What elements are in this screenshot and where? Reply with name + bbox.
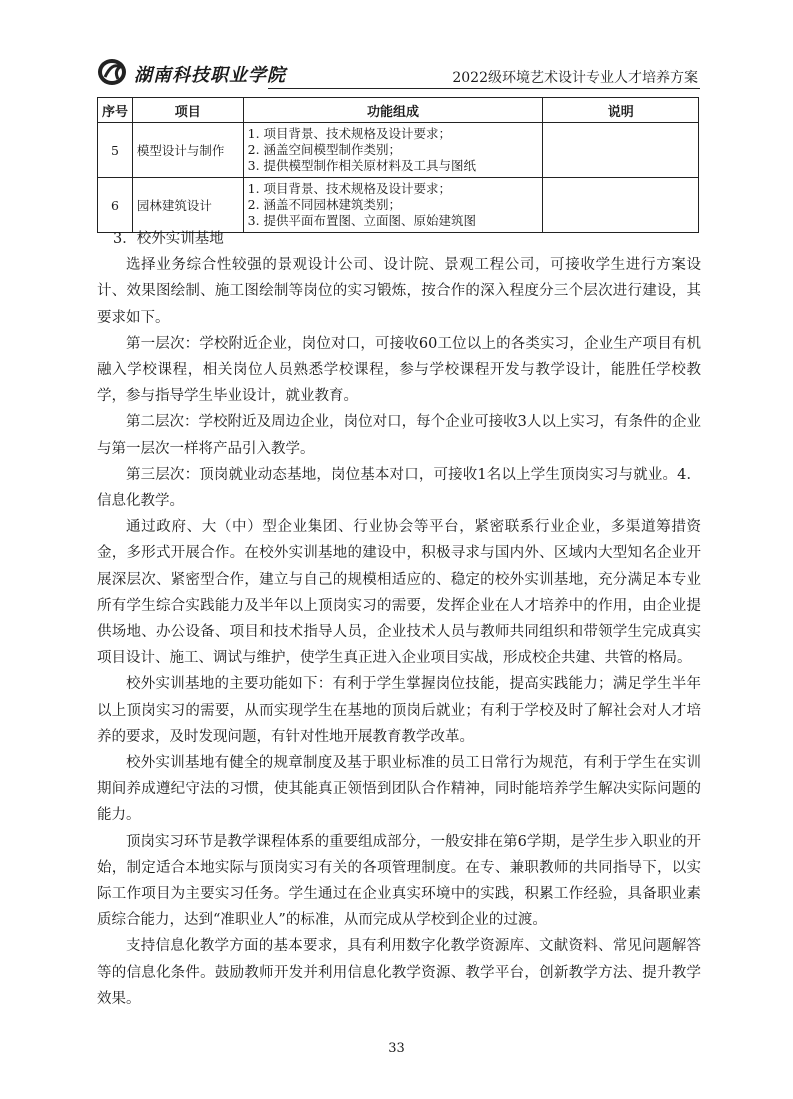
col-header-item: 项目 <box>132 98 243 123</box>
paragraph: 校外实训基地的主要功能如下：有利于学生掌握岗位技能，提高实践能力；满足学生半年以上顶岗实习的需要，从而实现学生在基地的顶岗后就业；有利于学校及时了解社会对人才培养的要求，及时发现问题，有针对性地开展教育教学改革。 <box>97 676 701 745</box>
function-line: 2. 涵盖不同园林建筑类别； <box>247 197 402 212</box>
school-emblem-icon <box>96 57 130 87</box>
col-header-functions: 功能组成 <box>243 98 543 123</box>
table-row <box>98 123 699 178</box>
table-header-row <box>98 98 699 123</box>
cell-functions <box>243 178 543 233</box>
page-header <box>96 55 700 91</box>
cell-item: 园林建筑设计 <box>132 178 243 233</box>
paragraph: 支持信息化教学方面的基本要求，具有利用数字化教学资源库、文献资料、常见问题解答等的信息化条件。鼓励教师开发并利用信息化教学资源、教学平台，创新教学方法、提升教学效果。 <box>97 938 701 1007</box>
col-header-note: 说明 <box>543 98 699 123</box>
cell-no: 5 <box>98 123 133 178</box>
cell-no: 6 <box>98 178 133 233</box>
paragraph: 通过政府、大（中）型企业集团、行业协会等平台，紧密联系行业企业，多渠道筹措资金，多形式开展合作。在校外实训基地的建设中，积极寻求与国内外、区域内大型知名企业开展深层次、紧密型合作，建立与自己的规模相适应的、稳定的校外实训基地，充分满足本专业所有学生综合实践能力及半年以上顶岗实习的需要，发挥企业在人才培养中的作用，由企业提供场地、办公设备、项目和技术指导人员，企业技术人员与教师共同组织和带领学生完成真实项目设计、施工、调试与维护，使学生真正进入企业项目实战，形成校企共建、共管的格局。 <box>97 519 701 667</box>
function-line: 2. 涵盖空间模型制作类别； <box>247 142 402 157</box>
paragraph: 校外实训基地有健全的规章制度及基于职业标准的员工日常行为规范，有利于学生在实训期间养成遵纪守法的习惯，使其能真正领悟到团队合作精神，同时能培养学生解决实际问题的能力。 <box>97 755 701 824</box>
school-name-calligraphy: 湖南科技职业学院 <box>134 65 286 86</box>
cell-item: 模型设计与制作 <box>132 123 243 178</box>
cell-note <box>543 123 699 178</box>
table-row <box>98 178 699 233</box>
function-line: 1. 项目背景、技术规格及设计要求； <box>247 126 452 141</box>
function-line: 3. 提供模型制作相关原材料及工具与图纸 <box>247 158 477 173</box>
section-heading: 3．校外实训基地 <box>113 231 224 247</box>
school-logo <box>96 57 286 87</box>
paragraph: 顶岗实习环节是教学课程体系的重要组成部分，一般安排在第6学期，是学生步入职业的开始，制定适合本地实际与顶岗实习有关的各项管理制度。在专、兼职教师的共同指导下，以实际工作项目为主要实习任务。学生通过在企业真实环境中的实践，积累工作经验，具备职业素质综合能力，达到“准职业人”的标准，从而完成从学校到企业的过渡。 <box>97 833 701 929</box>
paragraph: 第三层次：顶岗就业动态基地，岗位基本对口，可接收1名以上学生顶岗实习与就业。4．信息化教学。 <box>97 466 701 510</box>
header-divider <box>268 88 700 89</box>
function-line: 3. 提供平面布置图、立面图、原始建筑图 <box>247 213 477 228</box>
body-content <box>97 226 701 1012</box>
paragraph: 第二层次：学校附近及周边企业，岗位对口，每个企业可接收3人以上实习，有条件的企业与第一层次一样将产品引入教学。 <box>97 414 701 457</box>
cell-note <box>543 178 699 233</box>
page-number: 33 <box>388 1041 405 1056</box>
paragraph: 第一层次：学校附近企业，岗位对口，可接收60工位以上的各类实习，企业生产项目有机融入学校课程，相关岗位人员熟悉学校课程，参与学校课程开发与教学设计，能胜任学校教学，参与指导学生毕业设计，就业教育。 <box>97 335 701 405</box>
function-line: 1. 项目背景、技术规格及设计要求； <box>247 181 452 196</box>
document-title: 2022级环境艺术设计专业人才培养方案 <box>452 70 698 86</box>
training-room-table <box>97 97 699 233</box>
cell-functions <box>243 123 543 178</box>
col-header-no: 序号 <box>98 98 133 123</box>
paragraph: 选择业务综合性较强的景观设计公司、设计院、景观工程公司，可接收学生进行方案设计、效果图绘制、施工图绘制等岗位的实习锻炼，按合作的深入程度分三个层次进行建设，其要求如下。 <box>97 257 701 326</box>
